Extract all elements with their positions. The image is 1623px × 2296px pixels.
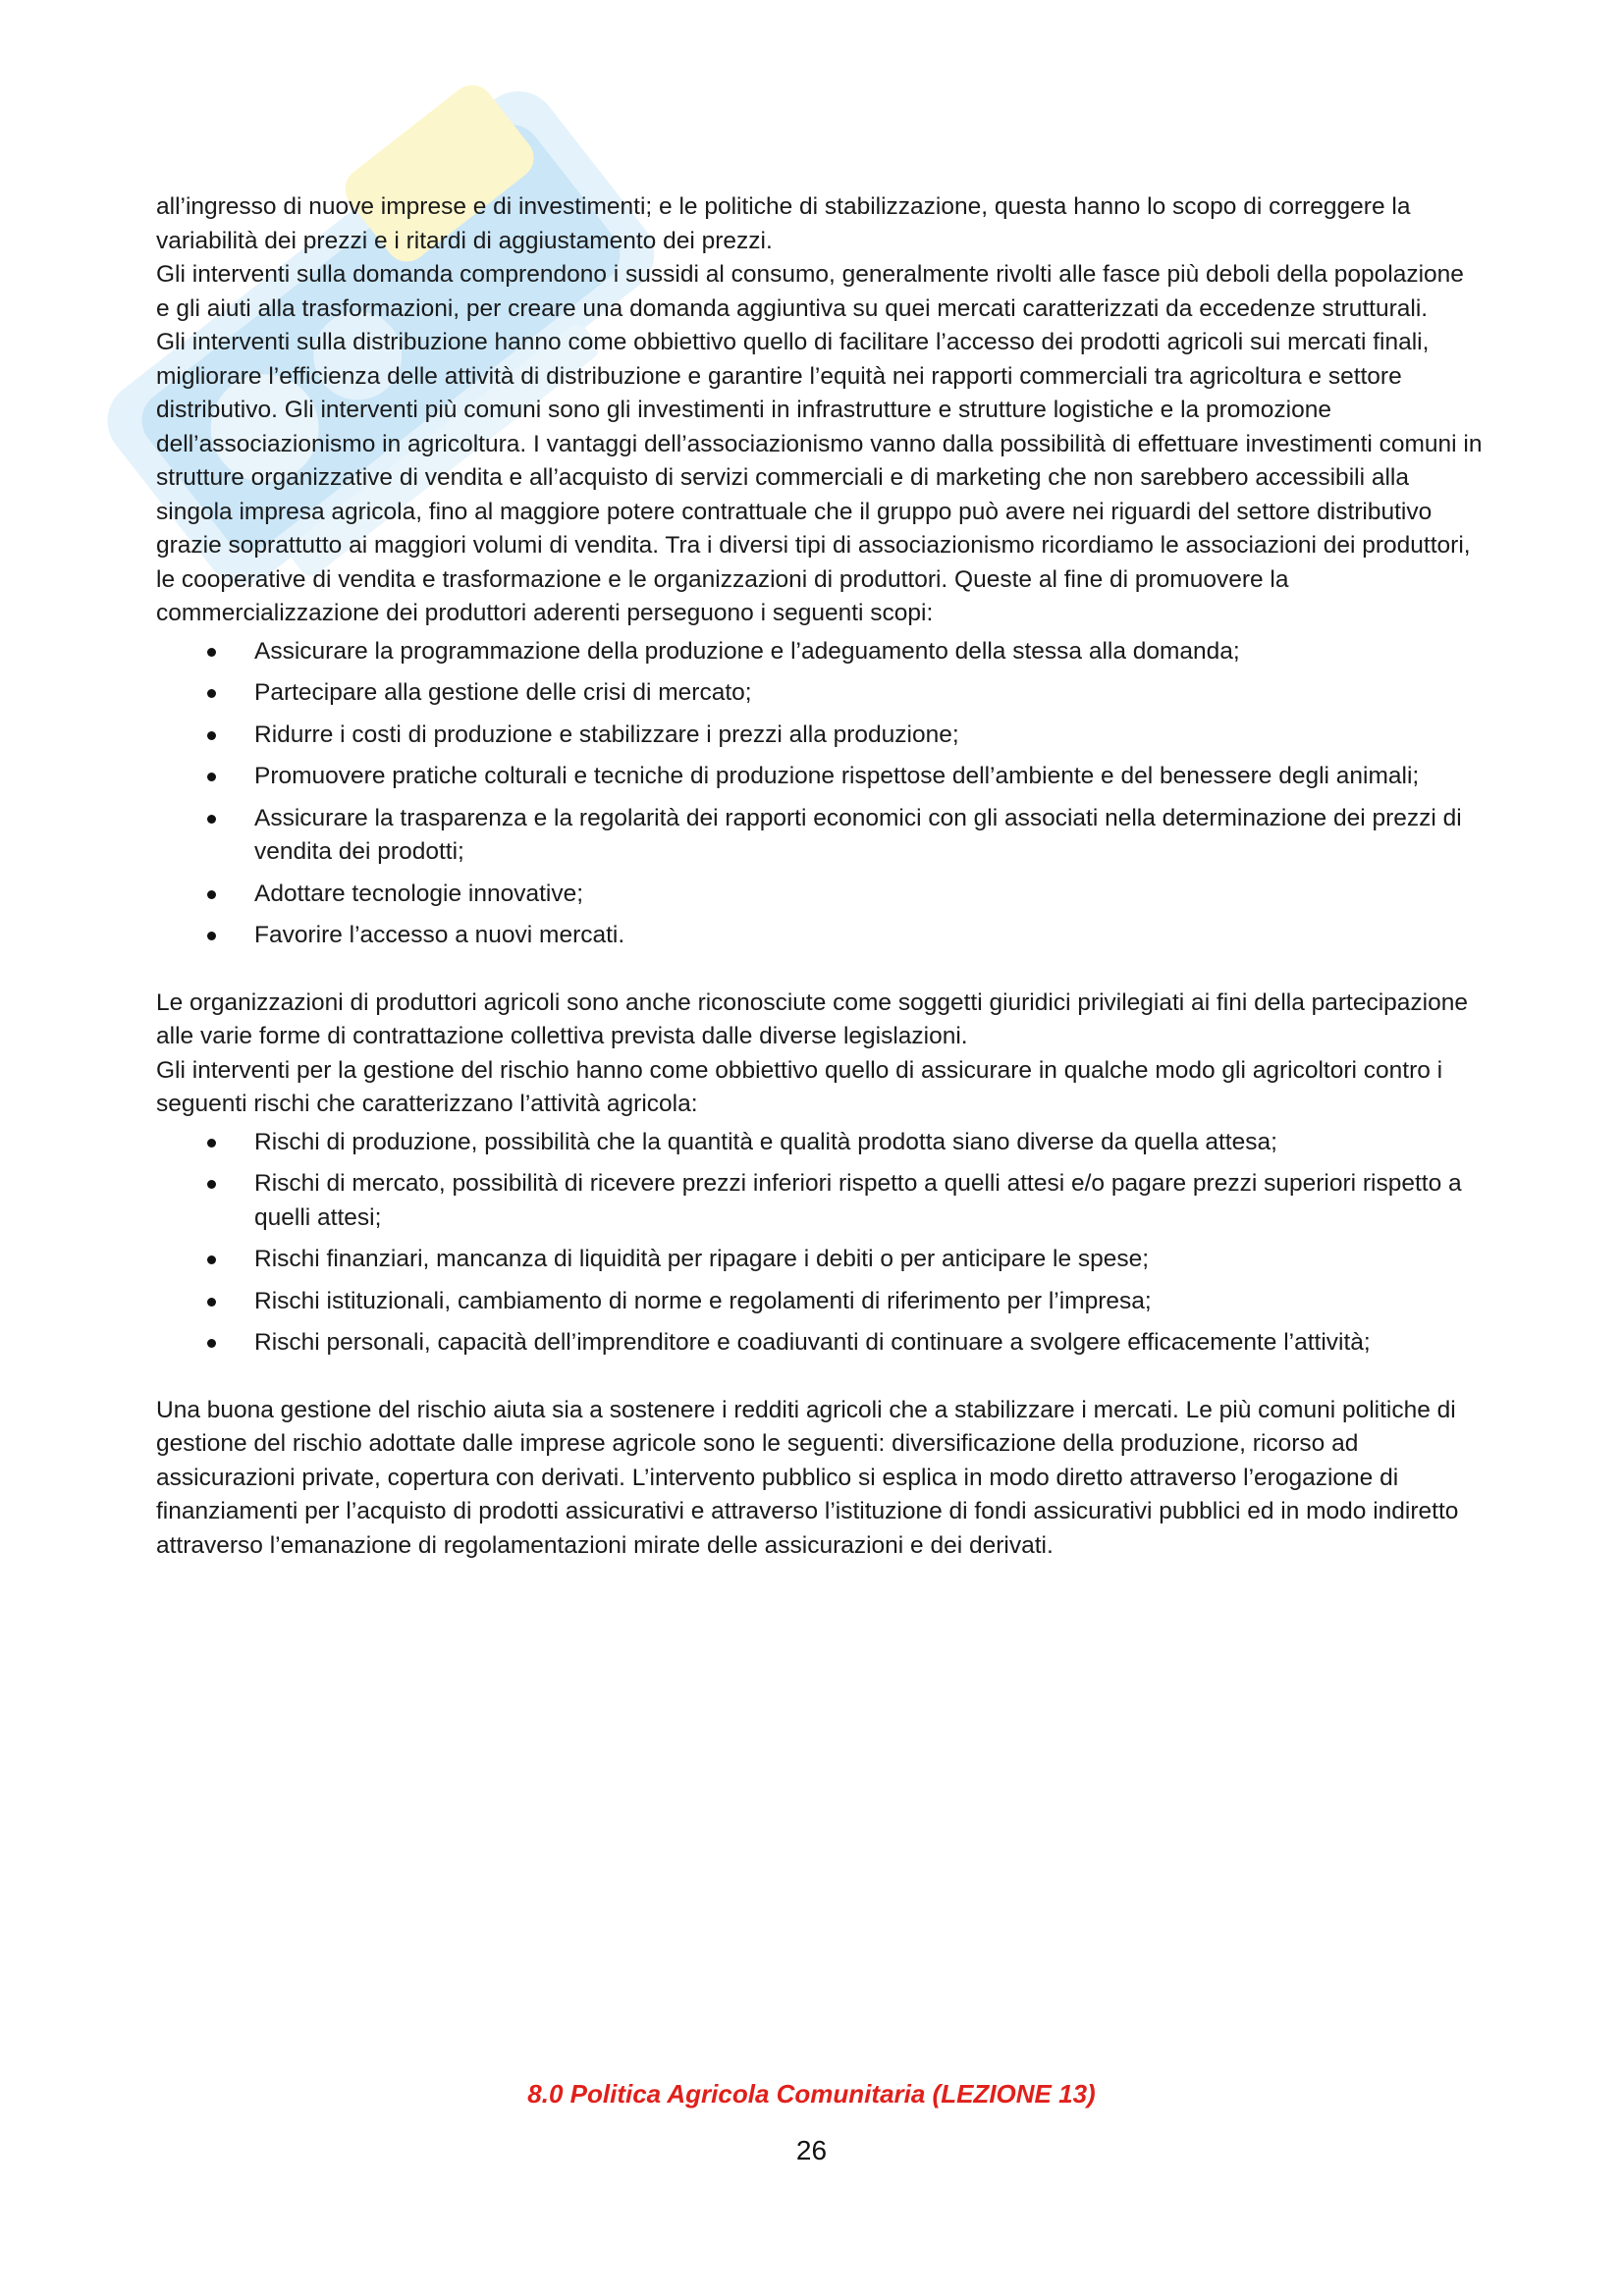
- list-item: [156, 676, 1484, 711]
- list-item-text: Promuovere pratiche colturali e tecniche di produzione rispettose dell’ambiente e del benessere degli animali;: [254, 763, 1420, 789]
- bullet-icon: [207, 1298, 216, 1307]
- list-item: [156, 1326, 1484, 1361]
- list-item: [156, 1285, 1484, 1319]
- bullet-icon: [207, 815, 216, 824]
- list-item-text: Assicurare la trasparenza e la regolarità dei rapporti economici con gli associati nella determinazione dei prezzi di vendita dei prodotti;: [254, 804, 1462, 865]
- page-number: 26: [795, 2135, 828, 2165]
- list-item-text: Rischi finanziari, mancanza di liquidità per ripagare i debiti o per anticipare le spese;: [254, 1246, 1150, 1272]
- list-item: [156, 919, 1484, 953]
- paragraph: Gli interventi sulla domanda comprendono i sussidi al consumo, generalmente rivolti alle fasce più deboli della popolazione e gli aiuti alla trasformazioni, per creare una domanda aggiuntiva su quei mercati caratterizzati da eccedenze strutturali.: [156, 261, 1464, 322]
- list-item-text: Rischi di mercato, possibilità di ricevere prezzi inferiori rispetto a quelli attesi e/o pagare prezzi superiori rispetto a quelli attesi;: [254, 1170, 1462, 1231]
- list-item: [156, 1126, 1484, 1160]
- list-item: [156, 802, 1484, 870]
- list-item: [156, 1167, 1484, 1235]
- list-item-text: Partecipare alla gestione delle crisi di mercato;: [254, 679, 752, 706]
- paragraph: Gli interventi sulla distribuzione hanno come obbiettivo quello di facilitare l’accesso dei prodotti agricoli sui mercati finali, migliorare l’efficienza delle attività di distribuzione e garantire l’equità nei rapporti commerciali tra agricoltura e settore distributivo. Gli interventi più comuni sono gli investimenti in infrastrutture e strutture logistiche e la promozione dell’associazionismo in agricoltura. I vantaggi dell’associazionismo vanno dalla possibilità di effettuare investimenti comuni in strutture organizzative di vendita e all’acquisto di servizi commerciali e di marketing che non sarebbero accessibili alla singola impresa agricola, fino al maggiore potere contrattuale che il gruppo può avere nei riguardi del settore distributivo grazie soprattutto ai maggiori volumi di vendita. Tra i diversi tipi di associazionismo ricordiamo le associazioni dei produttori, le cooperative di vendita e trasformazione e le organizzazioni di produttori. Queste al fine di promuovere la commercializzazione dei produttori aderenti perseguono i seguenti scopi:: [156, 329, 1483, 626]
- list-item-text: Favorire l’accesso a nuovi mercati.: [254, 922, 625, 948]
- bullet-list-scopes: [156, 635, 1484, 953]
- bullet-icon: [207, 932, 216, 940]
- bullet-icon: [207, 648, 216, 657]
- bullet-icon: [207, 731, 216, 740]
- list-item-text: Ridurre i costi di produzione e stabilizzare i prezzi alla produzione;: [254, 721, 959, 748]
- bullet-icon: [207, 1180, 216, 1189]
- bullet-list-risks: [156, 1126, 1484, 1361]
- bullet-icon: [207, 890, 216, 899]
- list-item-text: Assicurare la programmazione della produzione e l’adeguamento della stessa alla domanda;: [254, 637, 1240, 665]
- list-item-text: Rischi di produzione, possibilità che la quantità e qualità prodotta siano diverse da quella attesa;: [254, 1128, 1277, 1155]
- bullet-icon: [207, 773, 216, 781]
- paragraph: Gli interventi per la gestione del rischio hanno come obbiettivo quello di assicurare in qualche modo gli agricoltori contro i seguenti rischi che caratterizzano l’attività agricola:: [156, 1056, 1443, 1117]
- list-item-text: Adottare tecnologie innovative;: [254, 880, 584, 907]
- bullet-icon: [207, 689, 216, 698]
- document-body: [156, 190, 1484, 1563]
- paragraph: Le organizzazioni di produttori agricoli sono anche riconosciute come soggetti giuridici privilegiati ai fini della partecipazione alle varie forme di contrattazione collettiva prevista dalle diverse legislazioni.: [156, 988, 1468, 1049]
- bullet-icon: [207, 1139, 216, 1148]
- bullet-icon: [207, 1339, 216, 1348]
- list-item: [156, 635, 1484, 669]
- list-item: [156, 878, 1484, 912]
- footer-section-title: 8.0 Politica Agricola Comunitaria (LEZIONE 13): [527, 2079, 1096, 2109]
- paragraph: Una buona gestione del rischio aiuta sia a sostenere i redditi agricoli che a stabilizzare i mercati. Le più comuni politiche di gestione del rischio adottate dalle imprese agricole sono le seguenti: diversificazione della produzione, ricorso ad assicurazioni private, copertura con derivati. L’intervento pubblico si esplica in modo diretto attraverso l’erogazione di finanziamenti per l’acquisto di prodotti assicurativi e attraverso l’istituzione di fondi assicurativi pubblici ed in modo indiretto attraverso l’emanazione di regolamentazioni mirate delle assicurazioni e dei derivati.: [156, 1396, 1459, 1559]
- list-item: [156, 760, 1484, 794]
- bullet-icon: [207, 1255, 216, 1264]
- list-item-text: Rischi istituzionali, cambiamento di norme e regolamenti di riferimento per l’impresa;: [254, 1287, 1152, 1314]
- list-item-text: Rischi personali, capacità dell’imprenditore e coadiuvanti di continuare a svolgere efficacemente l’attività;: [254, 1329, 1371, 1356]
- paragraph: all’ingresso di nuove imprese e di investimenti; e le politiche di stabilizzazione, questa hanno lo scopo di correggere la variabilità dei prezzi e i ritardi di aggiustamento dei prezzi.: [156, 193, 1411, 254]
- list-item: [156, 1243, 1484, 1277]
- list-item: [156, 719, 1484, 753]
